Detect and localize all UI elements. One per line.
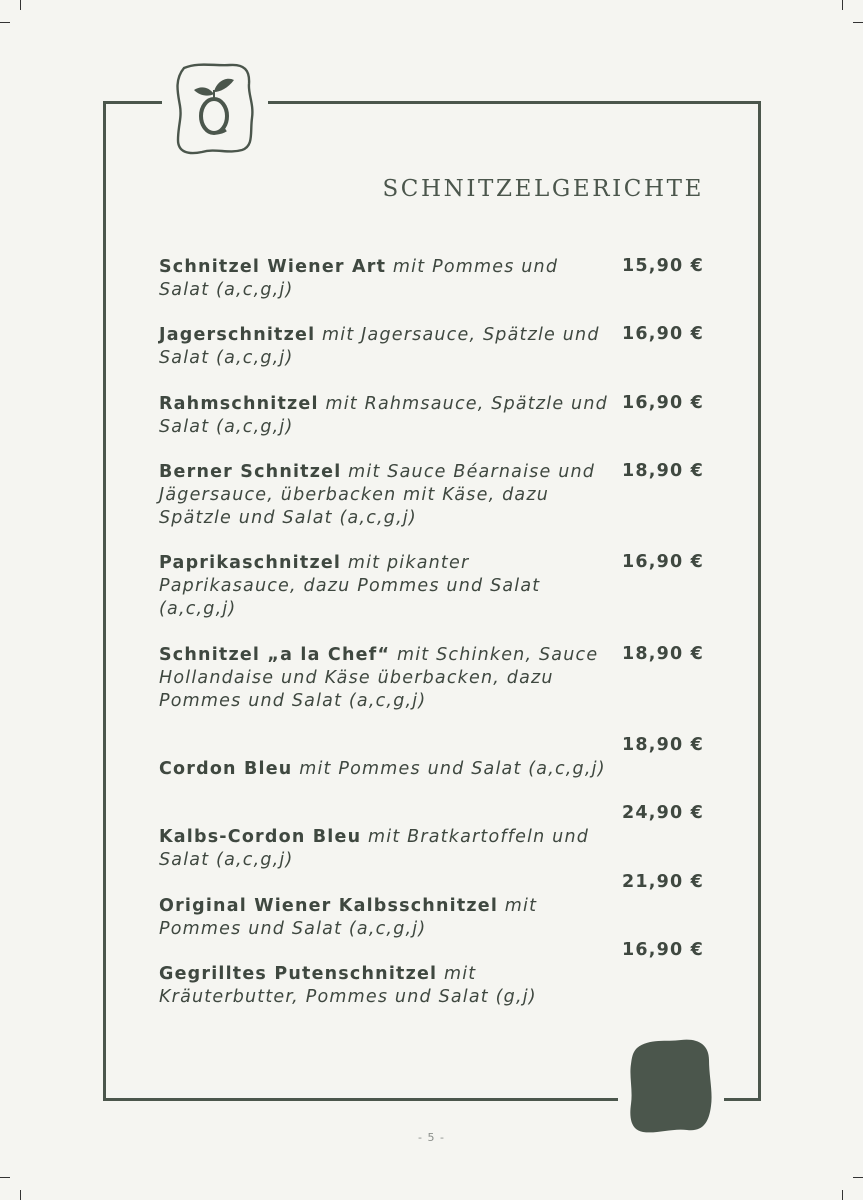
menu-item xyxy=(159,461,611,530)
item-description: mit Pommes und Salat (a,c,g,j) xyxy=(159,257,559,300)
frame-top-right xyxy=(268,101,761,104)
item-price: 16,90 € xyxy=(621,393,704,413)
item-price: 16,90 € xyxy=(621,940,704,960)
item-description: mit Sauce Béarnaise und Jägersauce, überbacken mit Käse, dazu Spätzle und Salat (a,c,g,j) xyxy=(159,462,596,528)
item-description: mit Rahmsauce, Spätzle und Salat (a,c,g,j) xyxy=(159,394,608,437)
item-description: mit pikanter Paprikasauce, dazu Pommes und Salat (a,c,g,j) xyxy=(159,553,541,619)
item-name: Kalbs-Cordon Bleu xyxy=(159,827,362,847)
frame-bottom-right xyxy=(724,1098,761,1101)
menu-item xyxy=(159,895,611,941)
menu-item xyxy=(159,256,611,302)
item-description: mit Bratkartoffeln und Salat (a,c,g,j) xyxy=(159,827,590,870)
menu-item xyxy=(159,758,611,781)
item-name: Gegrilltes Putenschnitzel xyxy=(159,964,438,984)
crop-mark xyxy=(853,1177,863,1178)
menu-item xyxy=(159,393,611,439)
item-description: mit Pommes und Salat (a,c,g,j) xyxy=(292,759,606,779)
menu-item xyxy=(159,552,611,621)
item-name: Rahmschnitzel xyxy=(159,394,319,414)
crop-mark xyxy=(20,0,21,10)
item-price: 15,90 € xyxy=(621,256,704,276)
menu-item xyxy=(159,963,611,1009)
item-price: 18,90 € xyxy=(621,461,704,481)
item-price: 21,90 € xyxy=(621,872,704,892)
item-price: 16,90 € xyxy=(621,552,704,572)
item-price: 18,90 € xyxy=(621,735,704,755)
item-description: mit Schinken, Sauce Hollandaise und Käse überbacken, dazu Pommes und Salat (a,c,g,j) xyxy=(159,645,599,711)
crop-mark xyxy=(0,1177,10,1178)
item-price: 16,90 € xyxy=(621,324,704,344)
item-price: 24,90 € xyxy=(621,803,704,823)
olive-branch-logo-icon xyxy=(170,60,256,158)
menu-item xyxy=(159,324,611,370)
item-name: Berner Schnitzel xyxy=(159,462,342,482)
menu-item xyxy=(159,826,611,872)
item-description: mit Jagersauce, Spätzle und Salat (a,c,g,j) xyxy=(159,325,600,368)
item-name: Cordon Bleu xyxy=(159,759,293,779)
item-name: Jagerschnitzel xyxy=(159,325,316,345)
item-description: mit Kräuterbutter, Pommes und Salat (g,j) xyxy=(159,964,537,1007)
item-name: Original Wiener Kalbsschnitzel xyxy=(159,896,499,916)
frame-left xyxy=(103,101,106,1101)
frame-bottom-left xyxy=(103,1098,618,1101)
menu-item xyxy=(159,644,611,713)
item-name: Paprikaschnitzel xyxy=(159,553,342,573)
frame-top-left xyxy=(103,101,162,104)
crop-mark xyxy=(842,0,843,10)
item-price: 18,90 € xyxy=(621,644,704,664)
dark-blob-decoration xyxy=(627,1036,713,1136)
crop-mark xyxy=(853,22,863,23)
item-name: Schnitzel Wiener Art xyxy=(159,257,387,277)
item-description: mit Pommes und Salat (a,c,g,j) xyxy=(159,896,538,939)
frame-right xyxy=(758,101,761,1101)
item-name: Schnitzel „a la Chef“ xyxy=(159,645,391,665)
crop-mark xyxy=(20,1190,21,1200)
section-title: SCHNITZELGERICHTE xyxy=(382,176,704,202)
crop-mark xyxy=(0,22,10,23)
page-number: - 5 - xyxy=(418,1131,445,1144)
crop-mark xyxy=(842,1190,843,1200)
